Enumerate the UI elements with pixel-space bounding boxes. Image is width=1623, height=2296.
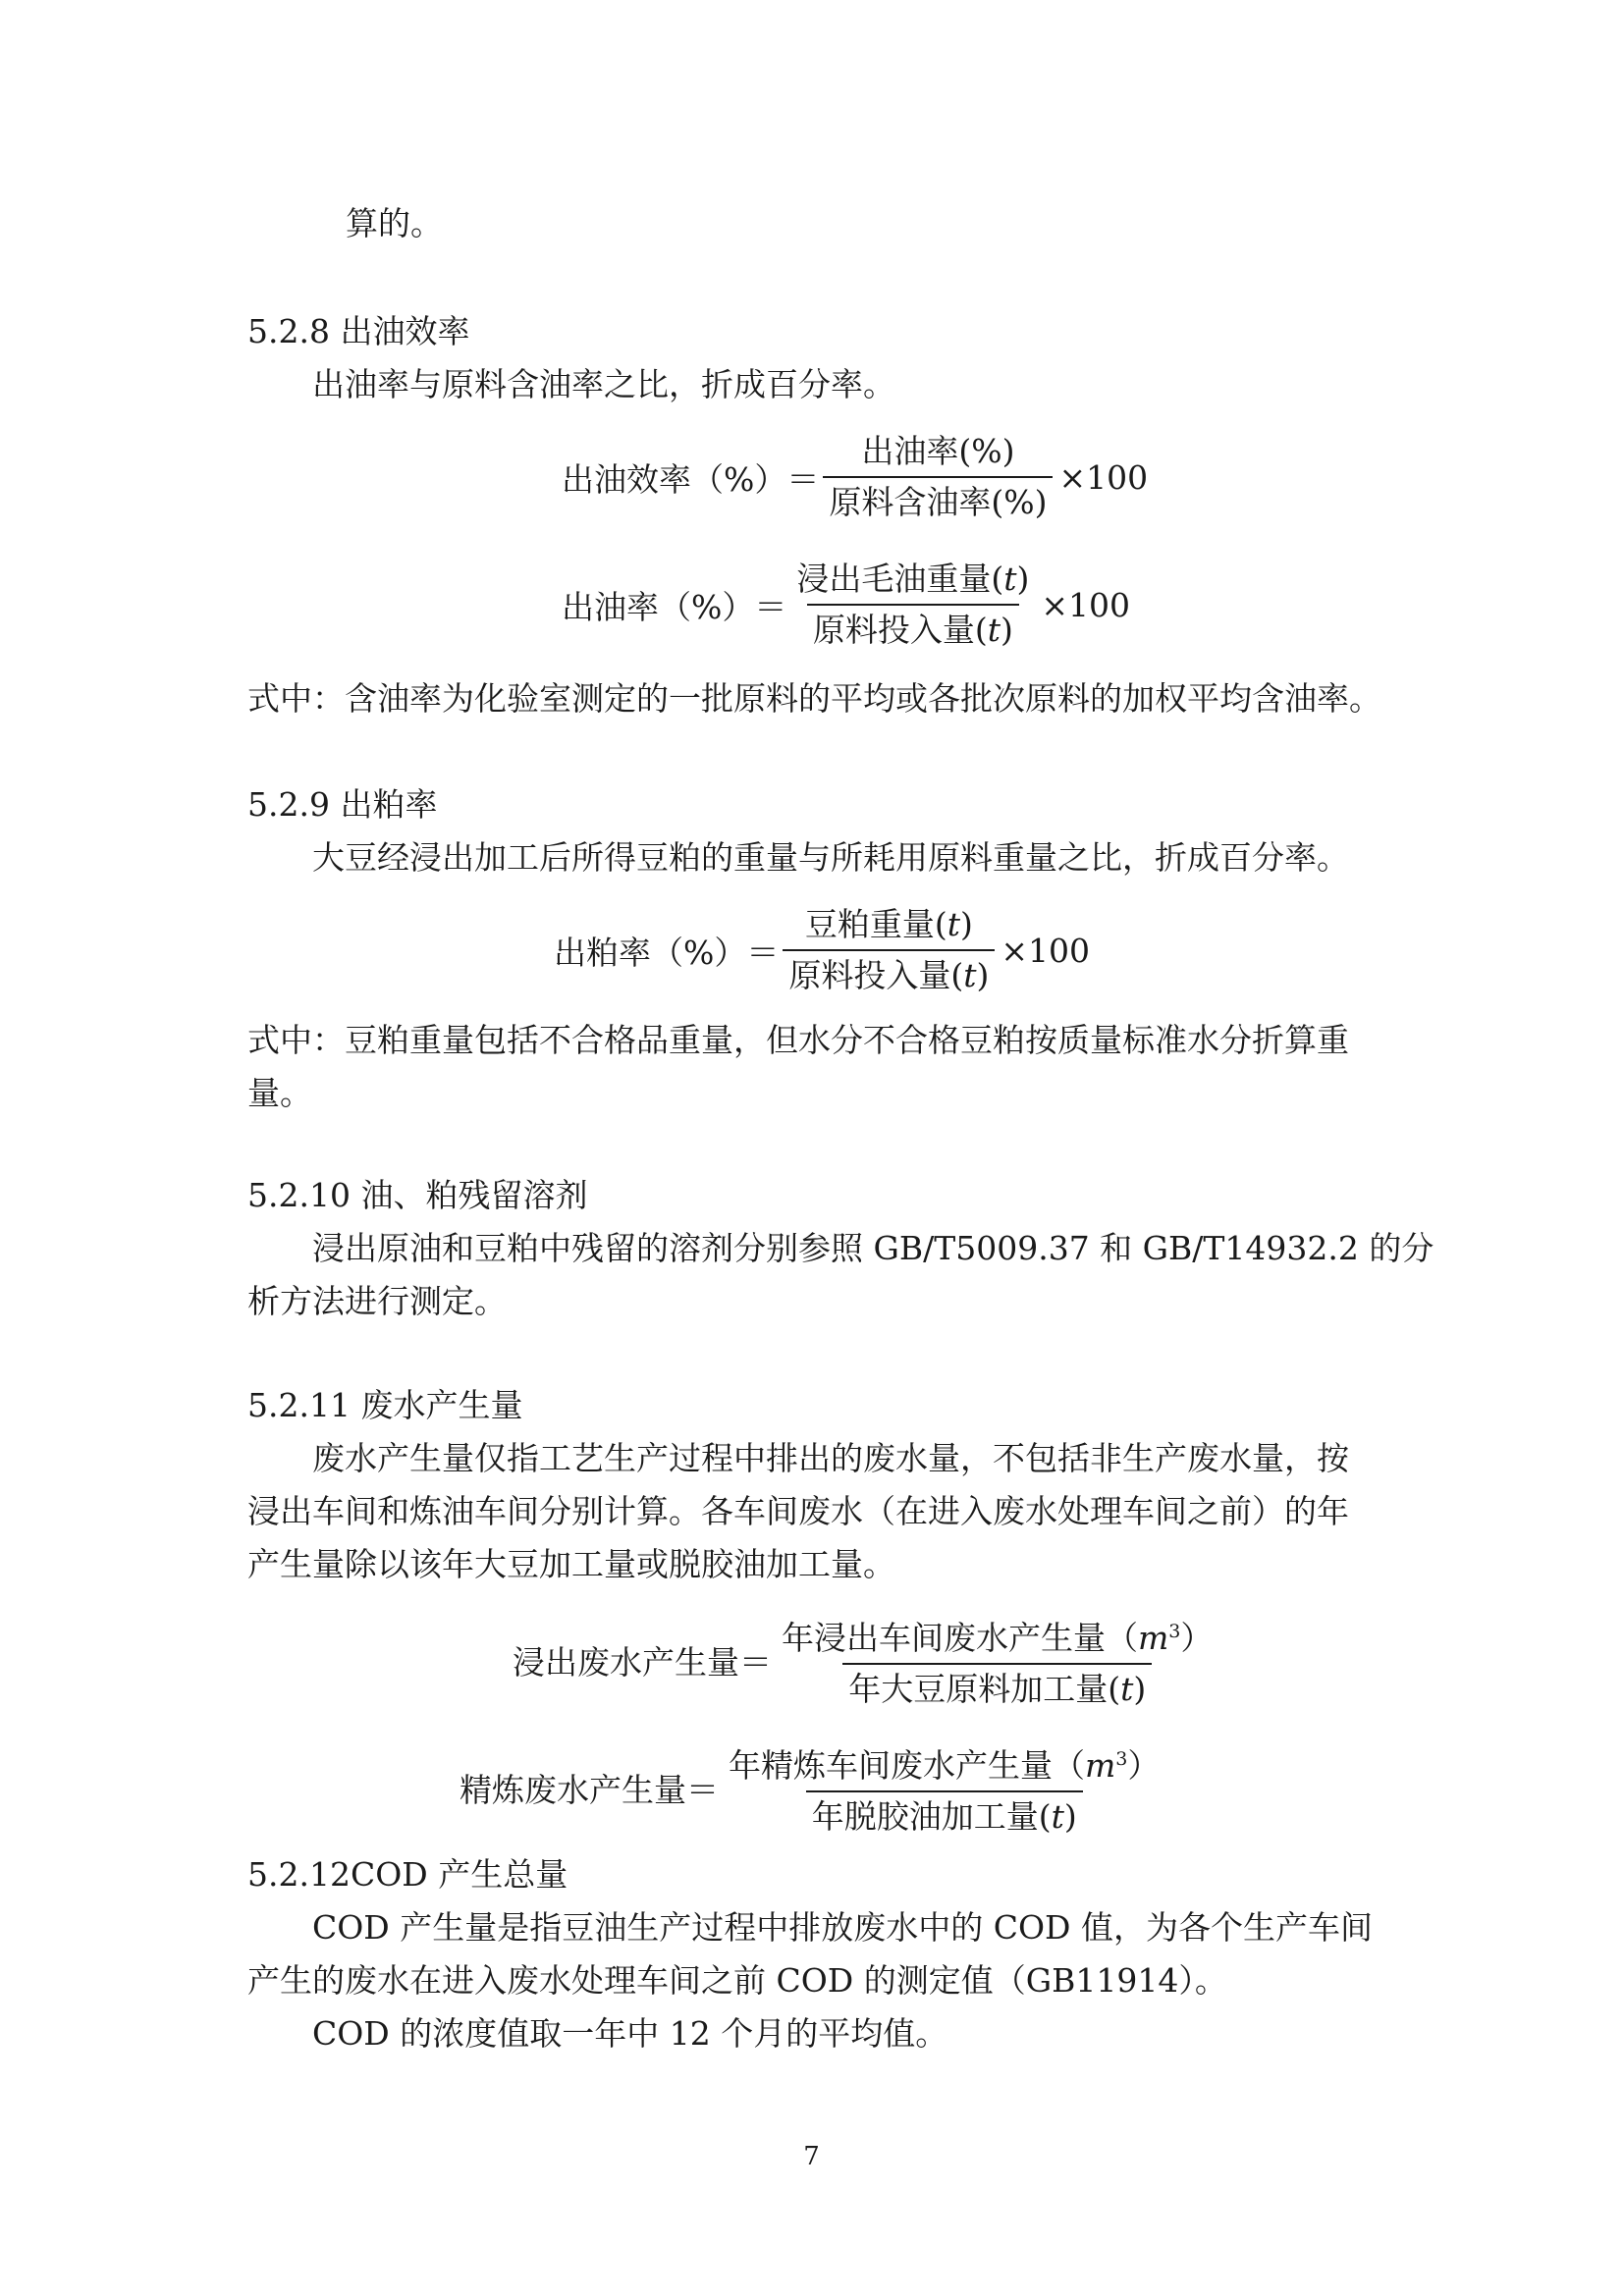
para-5-2-11-line1: 废水产生量仅指工艺生产过程中排出的废水量，不包括非生产废水量，按 bbox=[312, 1439, 1349, 1477]
para-5-2-11-line3: 产生量除以该年大豆加工量或脱胶油加工量。 bbox=[247, 1545, 895, 1583]
fraction bbox=[790, 560, 1035, 650]
formula-oil-yield bbox=[562, 560, 1130, 650]
formula-lhs: 出油效率（%）＝ bbox=[562, 459, 820, 499]
continued-line: 算的。 bbox=[346, 204, 443, 242]
para-5-2-12-line1: COD 产生量是指豆油生产过程中排放废水中的 COD 值，为各个生产车间 bbox=[312, 1908, 1373, 1947]
desc-5-2-8: 出油率与原料含油率之比，折成百分率。 bbox=[312, 365, 895, 403]
note-5-2-8: 式中：含油率为化验室测定的一批原料的平均或各批次原料的加权平均含油率。 bbox=[247, 679, 1381, 718]
fraction bbox=[723, 1739, 1165, 1837]
numerator: 出油率(%) bbox=[861, 432, 1015, 470]
formula-lhs: 精炼废水产生量＝ bbox=[460, 1771, 719, 1809]
para-5-2-10-line1: 浸出原油和豆粕中残留的溶剂分别参照 GB/T5009.37 和 GB/T14932.2 的分 bbox=[312, 1229, 1434, 1267]
multiplier: ×100 bbox=[1041, 585, 1131, 624]
formula-refining-wastewater bbox=[460, 1739, 1169, 1837]
para-5-2-12-line3: COD 的浓度值取一年中 12 个月的平均值。 bbox=[312, 2014, 948, 2053]
heading-5-2-8: 5.2.8 出油效率 bbox=[247, 312, 470, 350]
fraction bbox=[776, 1612, 1218, 1709]
para-5-2-10-line2: 析方法进行测定。 bbox=[247, 1282, 507, 1320]
para-5-2-12-line2: 产生的废水在进入废水处理车间之前 COD 的测定值（GB11914）。 bbox=[247, 1961, 1227, 2000]
denominator: 原料投入量(t) bbox=[807, 604, 1019, 650]
formula-lhs: 出粕率（%）＝ bbox=[554, 933, 780, 972]
denominator: 原料投入量(t) bbox=[783, 949, 995, 995]
heading-5-2-11: 5.2.11 废水产生量 bbox=[247, 1386, 523, 1424]
formula-meal-yield bbox=[554, 905, 1090, 995]
para-5-2-11-line2: 浸出车间和炼油车间分别计算。各车间废水（在进入废水处理车间之前）的年 bbox=[247, 1492, 1349, 1530]
heading-5-2-9: 5.2.9 出粕率 bbox=[247, 785, 438, 824]
formula-extraction-wastewater bbox=[513, 1612, 1222, 1709]
formula-oil-efficiency bbox=[562, 432, 1148, 522]
heading-5-2-10: 5.2.10 油、粕残留溶剂 bbox=[247, 1176, 588, 1214]
numerator: 豆粕重量(t) bbox=[804, 905, 973, 943]
page-number: 7 bbox=[803, 2142, 820, 2171]
denominator: 年脱胶油加工量(t) bbox=[806, 1790, 1083, 1837]
heading-5-2-12: 5.2.12COD 产生总量 bbox=[247, 1855, 568, 1894]
formula-lhs: 出油率（%）＝ bbox=[562, 587, 787, 626]
denominator: 原料含油率(%) bbox=[823, 476, 1053, 522]
multiplier: ×100 bbox=[1058, 457, 1149, 497]
note-5-2-9-line1: 式中：豆粕重量包括不合格品重量，但水分不合格豆粕按质量标准水分折算重 bbox=[247, 1021, 1349, 1059]
numerator: 浸出毛油重量(t) bbox=[796, 560, 1030, 598]
numerator: 年浸出车间废水产生量$(m^3)$ bbox=[782, 1619, 1214, 1657]
fraction bbox=[783, 905, 995, 995]
desc-5-2-9: 大豆经浸出加工后所得豆粕的重量与所耗用原料重量之比，折成百分率。 bbox=[312, 838, 1349, 877]
note-5-2-9-line2: 量。 bbox=[247, 1074, 312, 1112]
numerator: 年精炼车间废水产生量$(m^3)$ bbox=[729, 1746, 1161, 1785]
fraction bbox=[823, 432, 1053, 522]
formula-lhs: 浸出废水产生量＝ bbox=[513, 1643, 772, 1682]
denominator: 年大豆原料加工量(t) bbox=[842, 1663, 1152, 1709]
multiplier: ×100 bbox=[1001, 931, 1091, 970]
